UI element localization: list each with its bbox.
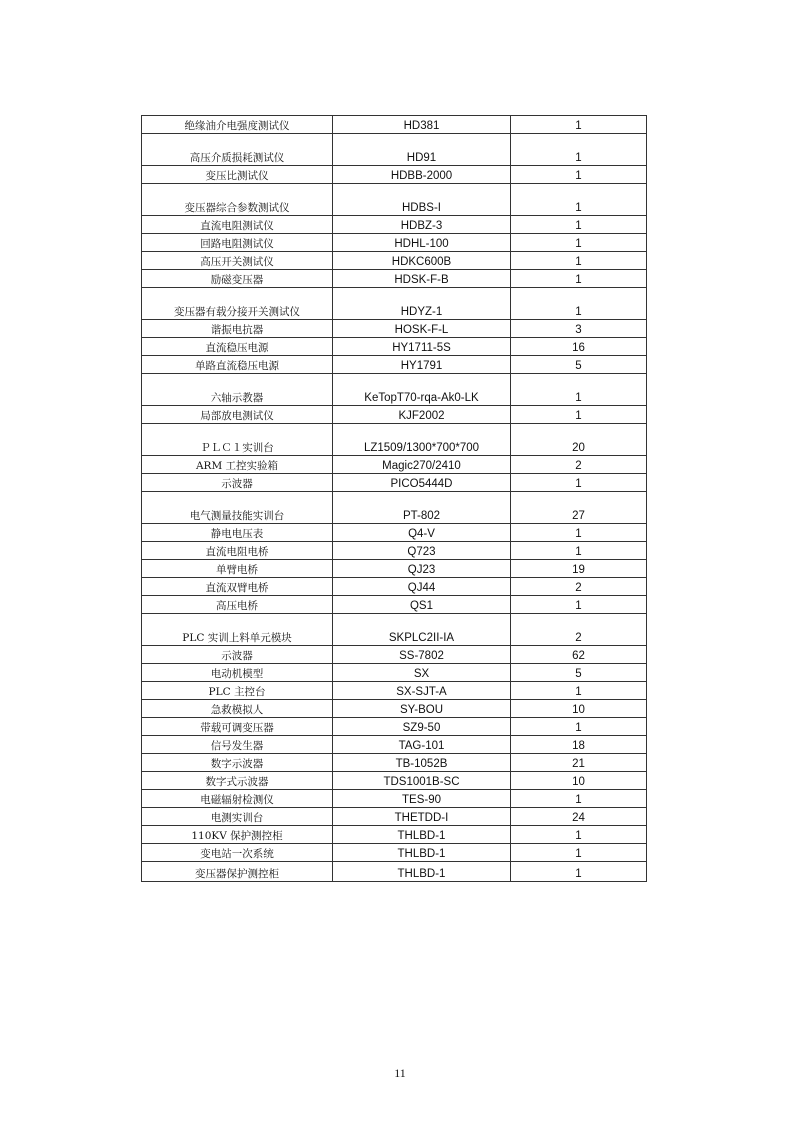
equipment-name-cell: 带载可调变压器: [142, 718, 333, 736]
model-cell: SKPLC2II-IA: [333, 614, 511, 646]
equipment-name-cell: 高压介质损耗测试仪: [142, 134, 333, 166]
quantity-cell: 1: [511, 234, 647, 252]
table-row: [142, 682, 647, 700]
quantity-cell: 1: [511, 216, 647, 234]
model-cell: PICO5444D: [333, 474, 511, 492]
model-cell: TB-1052B: [333, 754, 511, 772]
quantity-cell: 24: [511, 808, 647, 826]
model-cell: SZ9-50: [333, 718, 511, 736]
model-cell: QS1: [333, 596, 511, 614]
table-row: [142, 754, 647, 772]
table-row: [142, 718, 647, 736]
quantity-cell: 1: [511, 270, 647, 288]
model-cell: HY1711-5S: [333, 338, 511, 356]
table-row: [142, 338, 647, 356]
equipment-name-cell: 电测实训台: [142, 808, 333, 826]
model-cell: HD381: [333, 116, 511, 134]
quantity-cell: 2: [511, 614, 647, 646]
quantity-cell: 1: [511, 790, 647, 808]
model-cell: THLBD-1: [333, 862, 511, 882]
equipment-name-cell: 局部放电测试仪: [142, 406, 333, 424]
table-row: [142, 614, 647, 646]
table-row: [142, 252, 647, 270]
table-row: [142, 844, 647, 862]
table-row: [142, 166, 647, 184]
quantity-cell: 1: [511, 524, 647, 542]
table-row: [142, 270, 647, 288]
table-row: [142, 320, 647, 338]
table-row: [142, 356, 647, 374]
table-row: [142, 116, 647, 134]
equipment-name-cell: ＰＬＣ１实训台: [142, 424, 333, 456]
table-row: [142, 288, 647, 320]
model-cell: KJF2002: [333, 406, 511, 424]
table-row: [142, 134, 647, 166]
equipment-name-cell: 六轴示教器: [142, 374, 333, 406]
model-cell: HDBB-2000: [333, 166, 511, 184]
equipment-name-cell: 高压电桥: [142, 596, 333, 614]
quantity-cell: 1: [511, 542, 647, 560]
table-row: [142, 474, 647, 492]
equipment-name-cell: 直流电阻电桥: [142, 542, 333, 560]
quantity-cell: 62: [511, 646, 647, 664]
model-cell: TES-90: [333, 790, 511, 808]
table-row: [142, 772, 647, 790]
model-cell: HDBS-I: [333, 184, 511, 216]
equipment-name-cell: 高压开关测试仪: [142, 252, 333, 270]
quantity-cell: 1: [511, 288, 647, 320]
equipment-name-cell: 绝缘油介电强度测试仪: [142, 116, 333, 134]
quantity-cell: 1: [511, 474, 647, 492]
quantity-cell: 21: [511, 754, 647, 772]
equipment-name-cell: 变压比测试仪: [142, 166, 333, 184]
table-row: [142, 492, 647, 524]
model-cell: TAG-101: [333, 736, 511, 754]
equipment-name-cell: 数字示波器: [142, 754, 333, 772]
table-row: [142, 560, 647, 578]
equipment-name-cell: 励磁变压器: [142, 270, 333, 288]
table-row: [142, 700, 647, 718]
model-cell: KeTopT70-rqa-Ak0-LK: [333, 374, 511, 406]
quantity-cell: 1: [511, 862, 647, 882]
table-row: [142, 406, 647, 424]
equipment-name-cell: 110KV 保护测控柜: [142, 826, 333, 844]
quantity-cell: 1: [511, 826, 647, 844]
quantity-cell: 1: [511, 374, 647, 406]
equipment-name-cell: 电气测量技能实训台: [142, 492, 333, 524]
quantity-cell: 1: [511, 718, 647, 736]
quantity-cell: 19: [511, 560, 647, 578]
table-row: [142, 790, 647, 808]
quantity-cell: 18: [511, 736, 647, 754]
model-cell: THETDD-I: [333, 808, 511, 826]
quantity-cell: 10: [511, 700, 647, 718]
quantity-cell: 1: [511, 116, 647, 134]
quantity-cell: 1: [511, 844, 647, 862]
table-row: [142, 524, 647, 542]
model-cell: Magic270/2410: [333, 456, 511, 474]
equipment-name-cell: 变电站一次系统: [142, 844, 333, 862]
equipment-name-cell: 变压器保护测控柜: [142, 862, 333, 882]
model-cell: SX: [333, 664, 511, 682]
quantity-cell: 1: [511, 252, 647, 270]
equipment-name-cell: PLC 主控台: [142, 682, 333, 700]
model-cell: HD91: [333, 134, 511, 166]
table-row: [142, 374, 647, 406]
quantity-cell: 1: [511, 184, 647, 216]
model-cell: HDYZ-1: [333, 288, 511, 320]
quantity-cell: 2: [511, 456, 647, 474]
equipment-name-cell: 示波器: [142, 646, 333, 664]
equipment-name-cell: 信号发生器: [142, 736, 333, 754]
quantity-cell: 5: [511, 664, 647, 682]
table-row: [142, 184, 647, 216]
equipment-name-cell: 单路直流稳压电源: [142, 356, 333, 374]
model-cell: HDKC600B: [333, 252, 511, 270]
table-row: [142, 424, 647, 456]
equipment-name-cell: PLC 实训上料单元模块: [142, 614, 333, 646]
quantity-cell: 10: [511, 772, 647, 790]
equipment-name-cell: 谐振电抗器: [142, 320, 333, 338]
table-row: [142, 664, 647, 682]
table-row: [142, 736, 647, 754]
equipment-name-cell: 示波器: [142, 474, 333, 492]
quantity-cell: 1: [511, 406, 647, 424]
quantity-cell: 5: [511, 356, 647, 374]
model-cell: HDSK-F-B: [333, 270, 511, 288]
table-row: [142, 596, 647, 614]
table-row: [142, 234, 647, 252]
model-cell: Q723: [333, 542, 511, 560]
model-cell: HY1791: [333, 356, 511, 374]
equipment-name-cell: 直流双臂电桥: [142, 578, 333, 596]
equipment-name-cell: 直流电阻测试仪: [142, 216, 333, 234]
equipment-name-cell: 直流稳压电源: [142, 338, 333, 356]
model-cell: LZ1509/1300*700*700: [333, 424, 511, 456]
equipment-table-body: [142, 116, 647, 882]
model-cell: TDS1001B-SC: [333, 772, 511, 790]
quantity-cell: 1: [511, 596, 647, 614]
equipment-name-cell: 变压器综合参数测试仪: [142, 184, 333, 216]
quantity-cell: 3: [511, 320, 647, 338]
equipment-name-cell: 变压器有载分接开关测试仪: [142, 288, 333, 320]
table-row: [142, 862, 647, 882]
equipment-name-cell: ARM 工控实验箱: [142, 456, 333, 474]
table-row: [142, 456, 647, 474]
table-row: [142, 216, 647, 234]
quantity-cell: 20: [511, 424, 647, 456]
quantity-cell: 1: [511, 134, 647, 166]
table-row: [142, 646, 647, 664]
equipment-name-cell: 电磁辐射检测仪: [142, 790, 333, 808]
quantity-cell: 1: [511, 166, 647, 184]
equipment-name-cell: 回路电阻测试仪: [142, 234, 333, 252]
quantity-cell: 27: [511, 492, 647, 524]
model-cell: QJ44: [333, 578, 511, 596]
equipment-name-cell: 静电电压表: [142, 524, 333, 542]
model-cell: Q4-V: [333, 524, 511, 542]
model-cell: HDBZ-3: [333, 216, 511, 234]
equipment-table: [141, 115, 647, 882]
table-row: [142, 542, 647, 560]
equipment-name-cell: 数字式示波器: [142, 772, 333, 790]
model-cell: HOSK-F-L: [333, 320, 511, 338]
model-cell: THLBD-1: [333, 826, 511, 844]
model-cell: QJ23: [333, 560, 511, 578]
model-cell: THLBD-1: [333, 844, 511, 862]
equipment-name-cell: 急救模拟人: [142, 700, 333, 718]
page-number: 11: [394, 1066, 406, 1080]
quantity-cell: 1: [511, 682, 647, 700]
model-cell: PT-802: [333, 492, 511, 524]
model-cell: HDHL-100: [333, 234, 511, 252]
model-cell: SS-7802: [333, 646, 511, 664]
quantity-cell: 2: [511, 578, 647, 596]
model-cell: SX-SJT-A: [333, 682, 511, 700]
equipment-name-cell: 电动机模型: [142, 664, 333, 682]
table-row: [142, 578, 647, 596]
quantity-cell: 16: [511, 338, 647, 356]
table-row: [142, 808, 647, 826]
model-cell: SY-BOU: [333, 700, 511, 718]
equipment-name-cell: 单臂电桥: [142, 560, 333, 578]
table-row: [142, 826, 647, 844]
